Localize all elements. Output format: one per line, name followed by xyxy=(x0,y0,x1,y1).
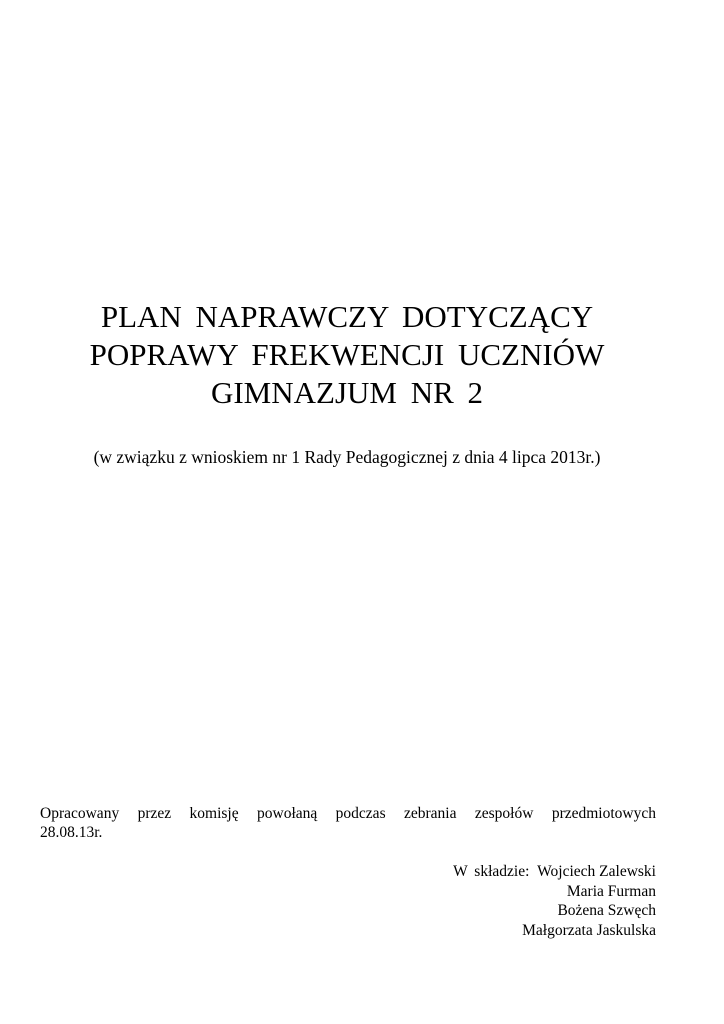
committee-member: Małgorzata Jaskulska xyxy=(522,921,656,939)
committee-member: Bożena Szwęch xyxy=(557,902,656,919)
prepared-by-statement xyxy=(40,804,656,842)
committee-member: Maria Furman xyxy=(566,882,656,900)
prepared-line-1: Opracowany przez komisję powołaną podczas zebrania zespołów przedmiotowych xyxy=(40,805,656,822)
document-title xyxy=(0,298,694,412)
title-line-2: POPRAWY FREKWENCJI UCZNIÓW xyxy=(89,337,605,372)
title-line-1: PLAN NAPRAWCZY DOTYCZĄCY xyxy=(100,299,594,334)
document-subtitle: (w związku z wnioskiem nr 1 Rady Pedagogicznej z dnia 4 lipca 2013r.) xyxy=(93,447,601,467)
title-line-3: GIMNAZJUM NR 2 xyxy=(210,375,484,410)
prepared-date: 28.08.13r. xyxy=(40,824,103,841)
committee-row-first xyxy=(453,862,656,882)
committee-members xyxy=(453,862,656,940)
committee-label: W składzie: xyxy=(453,863,530,880)
committee-member: Wojciech Zalewski xyxy=(537,863,656,880)
